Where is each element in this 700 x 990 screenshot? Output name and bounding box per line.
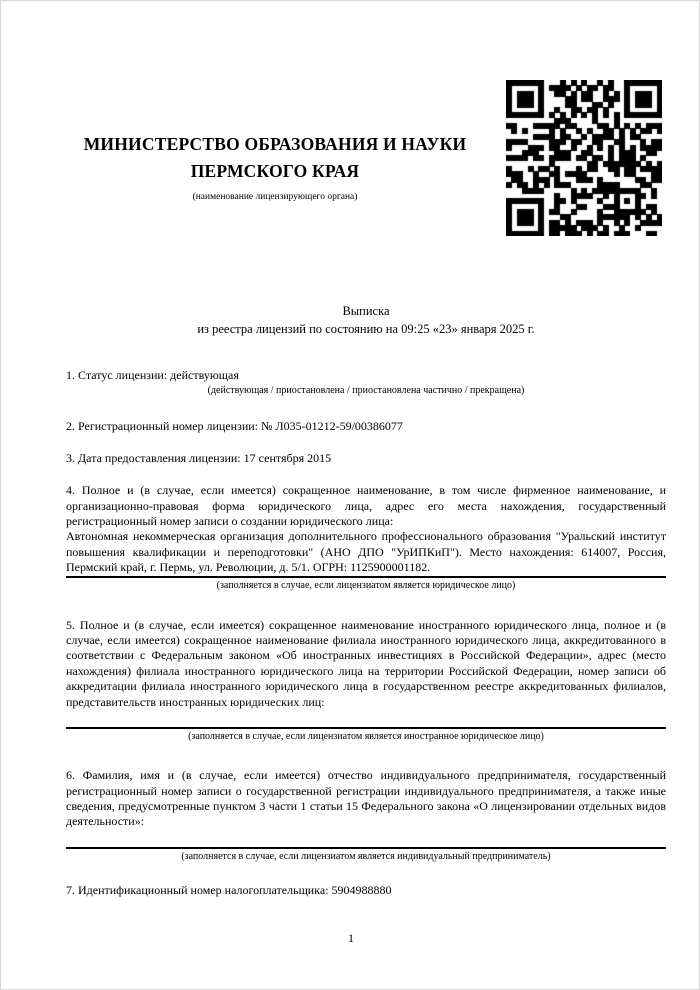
- item-3-text: 3. Дата предоставления лицензии: 17 сентября 2015: [66, 450, 332, 465]
- item-1-text: 1. Статус лицензии: действующая: [66, 368, 239, 382]
- qr-code-image: [506, 80, 662, 236]
- item-6-individual-entrepreneur: [66, 768, 666, 863]
- item-4-value: Автономная некоммерческая организация дополнительного профессионального образования "Уральский институт повышения квалификации и переподготовки" (АНО ДПО "УрИПКиП"). Место нахождения: 614007, Россия, Пермский край, г. Пермь, ул. Революции, д. 5/1. ОГРН: 1125900001182.: [66, 529, 666, 577]
- item-5-text: 5. Полное и (в случае, если имеется) сокращенное наименование иностранного юридического лица, полное и (в случае, если имеется) сокращенное наименование филиала иностранного юридического лица, аккредитованного в соответствии с Федеральным законом «Об иностранных инвестициях в Российской Федерации», адрес (место нахождения) филиала иностранного юридического лица на территории Российской Федерации, номер записи об аккредитации филиала иностранного юридического лица в государственном реестре аккредитованных филиалов, представительств иностранных юридических лиц:: [66, 617, 666, 709]
- item-2-registration-number: [66, 419, 666, 434]
- item-1-note: (действующая / приостановлена / приостановлена частично / прекращена): [207, 385, 525, 397]
- document-title: [66, 303, 666, 338]
- item-4-legal-entity: [66, 483, 666, 591]
- document-title-line2: из реестра лицензий по состоянию на 09:25 «23» января 2025 г.: [197, 321, 535, 336]
- item-7-text: 7. Идентификационный номер налогоплательщика: 5904988880: [66, 882, 392, 897]
- item-1-license-status: [66, 368, 666, 397]
- item-6-note: (заполняется в случае, если лицензиатом является индивидуальный предприниматель): [181, 850, 551, 862]
- item-4-note: (заполняется в случае, если лицензиатом является юридическое лицо): [216, 579, 516, 591]
- ministry-note: (наименование лицензирующего органа): [192, 192, 358, 202]
- item-4-text: 4. Полное и (в случае, если имеется) сокращенное наименование, в том числе фирменное наименование, и организационно-правовая форма юридического лица, адрес его места нахождения, государственный регистрационный номер записи о создании юридического лица:: [66, 483, 666, 529]
- page-number: 1: [348, 931, 354, 945]
- ministry-name-line1: МИНИСТЕРСТВО ОБРАЗОВАНИЯ И НАУКИ: [83, 134, 467, 154]
- item-2-text: 2. Регистрационный номер лицензии: № Л035-01212-59/00386077: [66, 419, 403, 434]
- item-5-note: (заполняется в случае, если лицензиатом является иностранное юридическое лицо): [188, 731, 544, 743]
- item-5-empty-field: [66, 710, 666, 729]
- item-6-text: 6. Фамилия, имя и (в случае, если имеется) отчество индивидуального предпринимателя, государственный регистрационный номер записи о государственной регистрации индивидуального предпринимателя, а также иные сведения, предусмотренные пунктом 3 части 1 статьи 15 Федерального закона «О лицензировании отдельных видов деятельности»:: [66, 768, 666, 829]
- item-3-license-date: [66, 451, 666, 466]
- ministry-name-line2: ПЕРМСКОГО КРАЯ: [190, 161, 360, 181]
- document-title-line1: Выписка: [342, 304, 390, 318]
- item-5-foreign-entity: [66, 618, 666, 743]
- document-header: [37, 131, 513, 203]
- qr-code: [506, 80, 662, 236]
- item-6-empty-field: [66, 830, 666, 849]
- item-7-taxpayer-number: [66, 883, 666, 898]
- document-body: [66, 368, 666, 898]
